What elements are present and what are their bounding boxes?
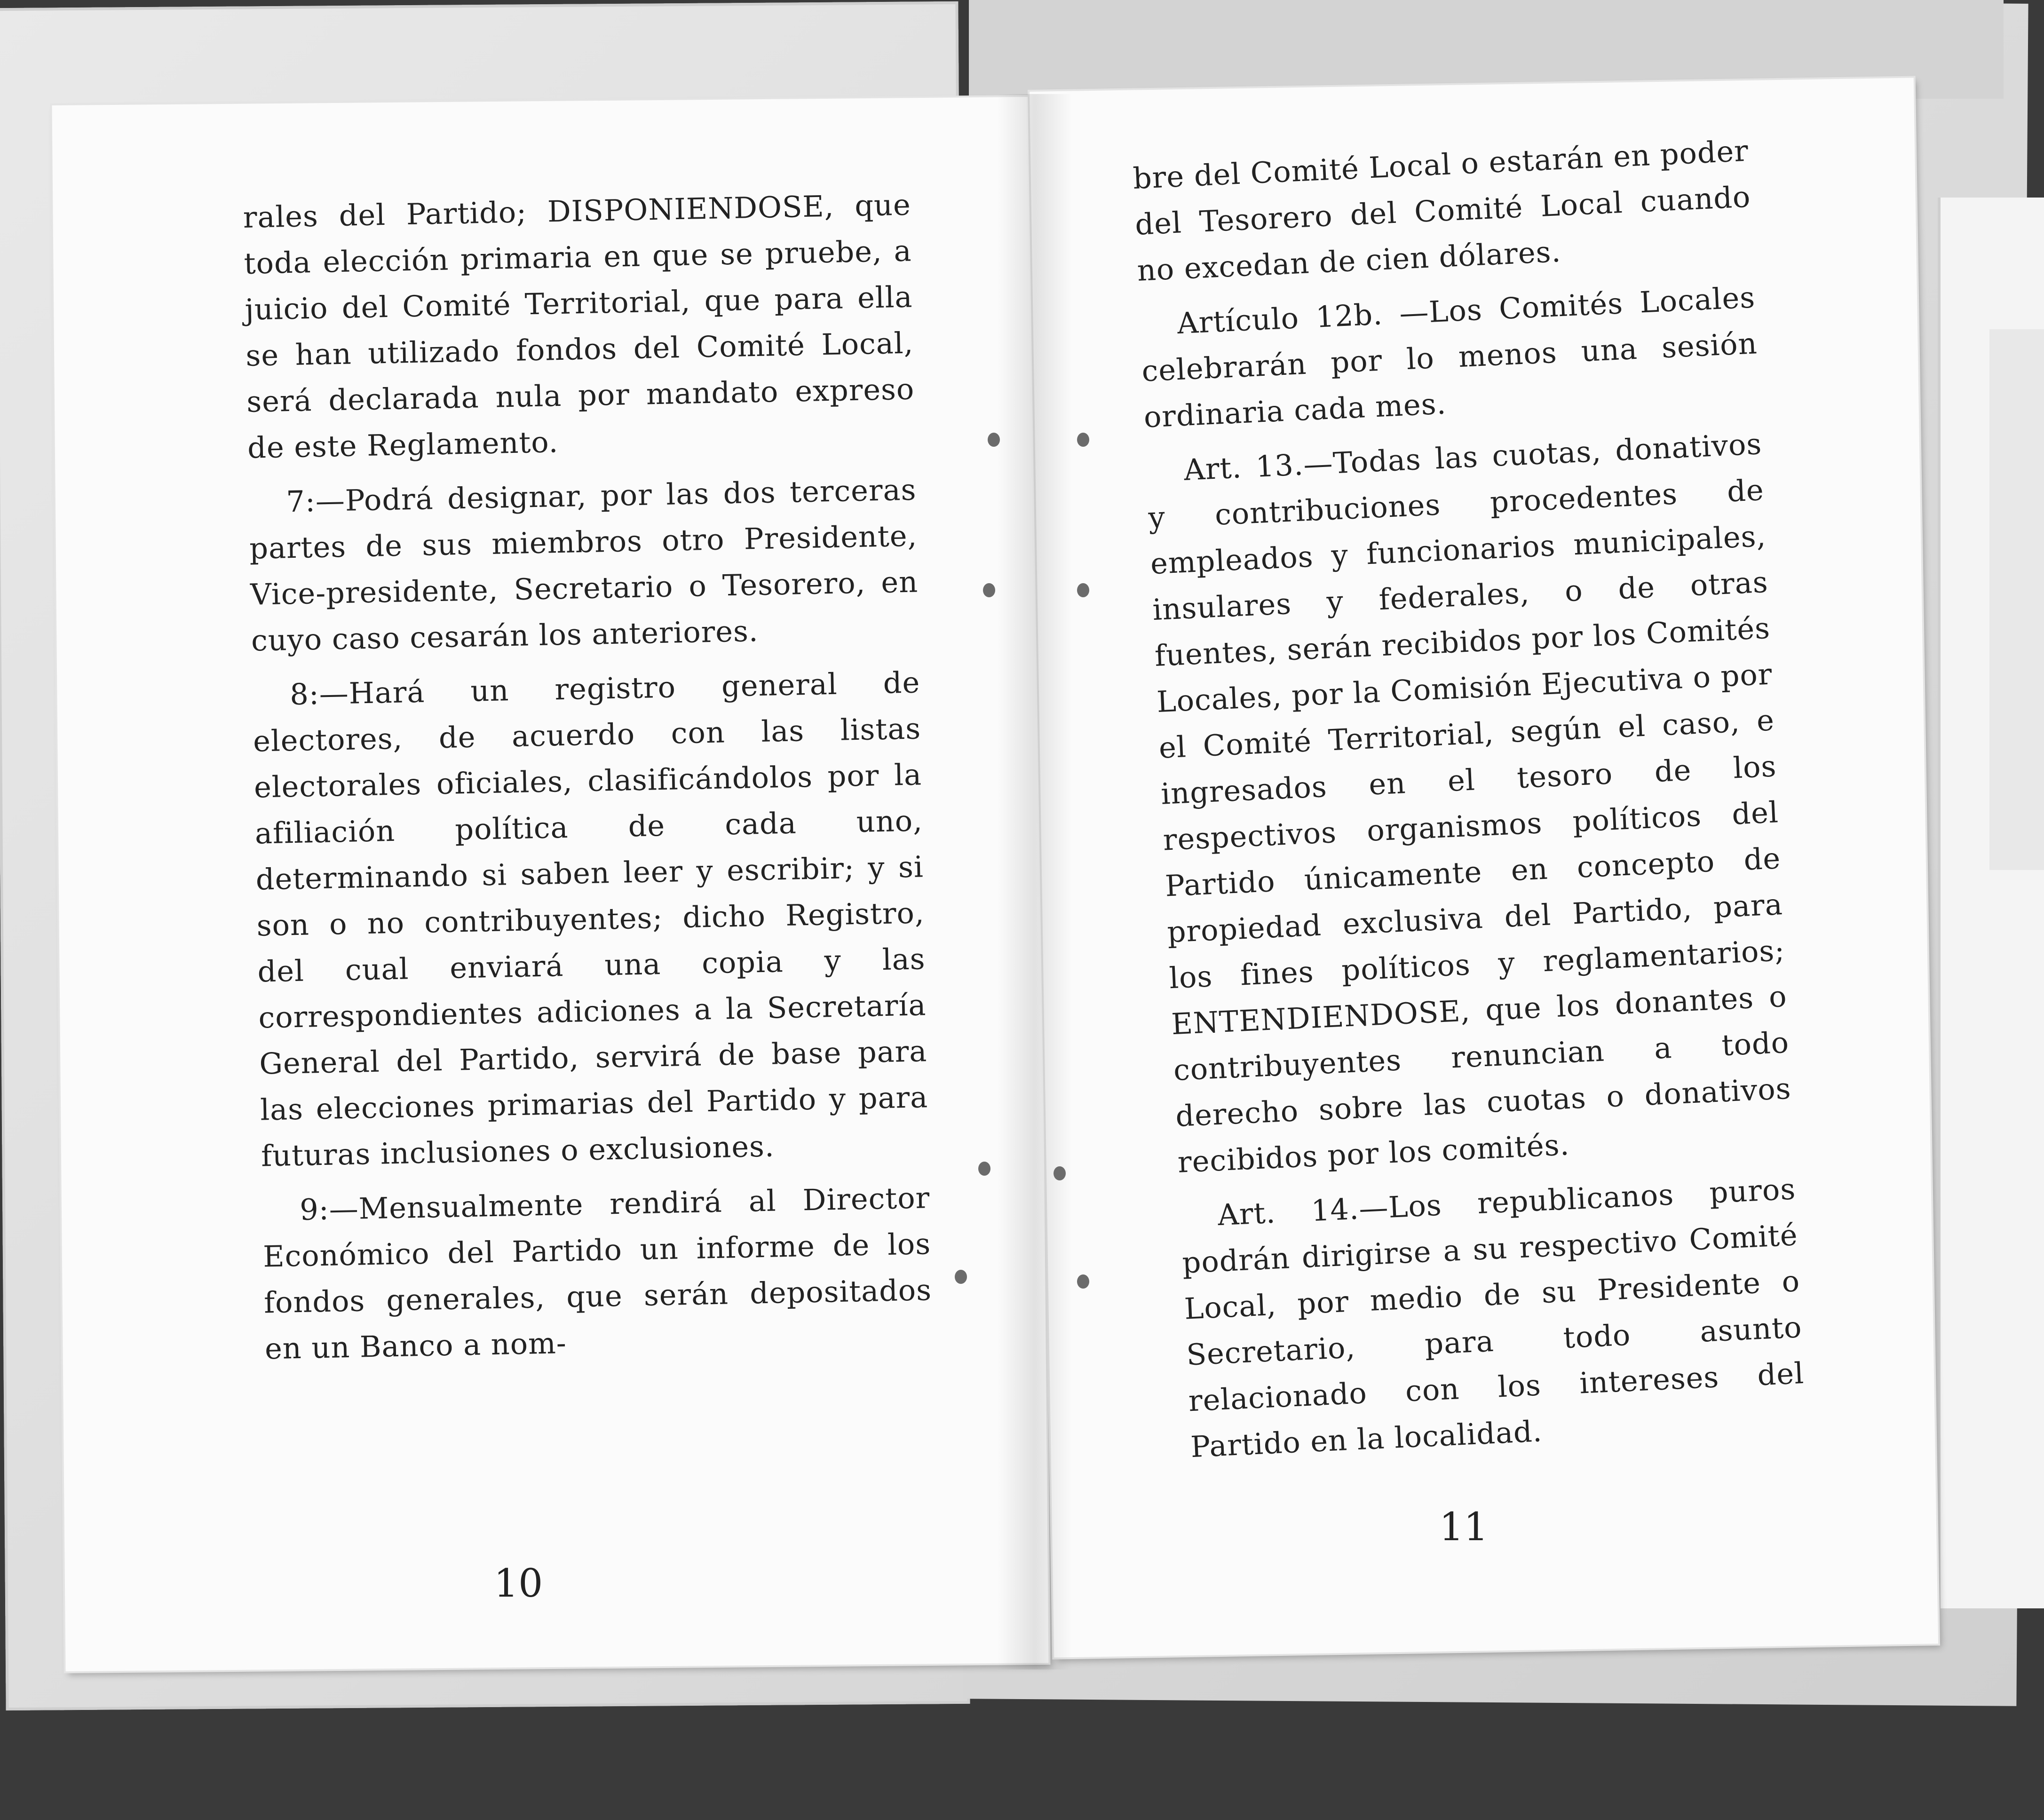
paragraph: rales del Partido; DISPONIENDOSE, que toda elección primaria en que se pruebe, a juicio del Comité Territorial, que para ella se han utilizado fondos del Comité Local, será declarada nula por mandato expreso de este Reglamento. bbox=[243, 187, 915, 465]
paragraph: Art. 14.—Los republicanos puros podrán dirigirse a su respectivo Comité Local, por medio de su Presidente o Secretario, para todo asunto relacionado con los intereses del Partido en la localidad. bbox=[1181, 1171, 1805, 1464]
staple-hole bbox=[1077, 433, 1089, 447]
staple-hole bbox=[955, 1270, 967, 1284]
paragraph: Art. 13.—Todas las cuotas, donativos y contribuciones procedentes de empleados y funcionarios municipales, insulares y federales, o de otras fuentes, serán recibidos por los Comités Locales, por la Comisión Ejecutiva o por el Comité Territorial, según el caso, e ingresados en el tesoro de los respectivos organismos políticos del Partido únicamente en concepto de propiedad exclusiva del Partido, para los fines políticos y reglamentarios; ENTENDIENDOSE, que los donantes o contribuyentes renuncian a todo derecho sobre las cuotas o donativos recibidos por los comités. bbox=[1148, 427, 1792, 1179]
left-text-column bbox=[243, 182, 933, 1381]
staple-hole bbox=[978, 1162, 990, 1176]
side-paper-tab bbox=[1989, 329, 2044, 870]
staple-hole bbox=[988, 433, 1000, 447]
right-text-column bbox=[1132, 128, 1807, 1479]
paragraph: 9:—Mensualmente rendirá al Director Económico del Partido un informe de los fondos generales, que serán depositados en un Banco a nom- bbox=[262, 1180, 932, 1366]
page-number-left: 10 bbox=[494, 1561, 543, 1606]
staple-hole bbox=[1054, 1166, 1066, 1180]
page-gutter bbox=[997, 94, 1072, 1670]
paragraph: bre del Comité Local o estarán en poder del Tesorero del Comité Local cuando no excedan de cien dólares. bbox=[1132, 133, 1751, 288]
paragraph: 7:—Podrá designar, por las dos terceras partes de sus miembros otro Presidente, Vice-presidente, Secretario o Tesorero, en cuyo caso cesarán los anteriores. bbox=[249, 472, 919, 658]
staple-hole bbox=[1077, 583, 1089, 597]
paragraph: Artículo 12b. —Los Comités Locales celebrarán por lo menos una sesión ordinaria cada mes. bbox=[1141, 280, 1758, 435]
staple-hole bbox=[983, 583, 995, 597]
paragraph: 8:—Hará un registro general de electores, de acuerdo con las listas electorales oficiales, clasificándolos por la afiliación política de cada uno, determinando si saben leer y escribir; y si son o no contribuyentes; dicho Registro, del cual enviará una copia y las correspondientes adiciones a la Secretaría General del Partido, servirá de base para las elecciones primarias del Partido y para futuras inclusiones o exclusiones. bbox=[253, 665, 928, 1173]
page-number-right: 11 bbox=[1439, 1505, 1489, 1550]
staple-hole bbox=[1077, 1274, 1089, 1289]
